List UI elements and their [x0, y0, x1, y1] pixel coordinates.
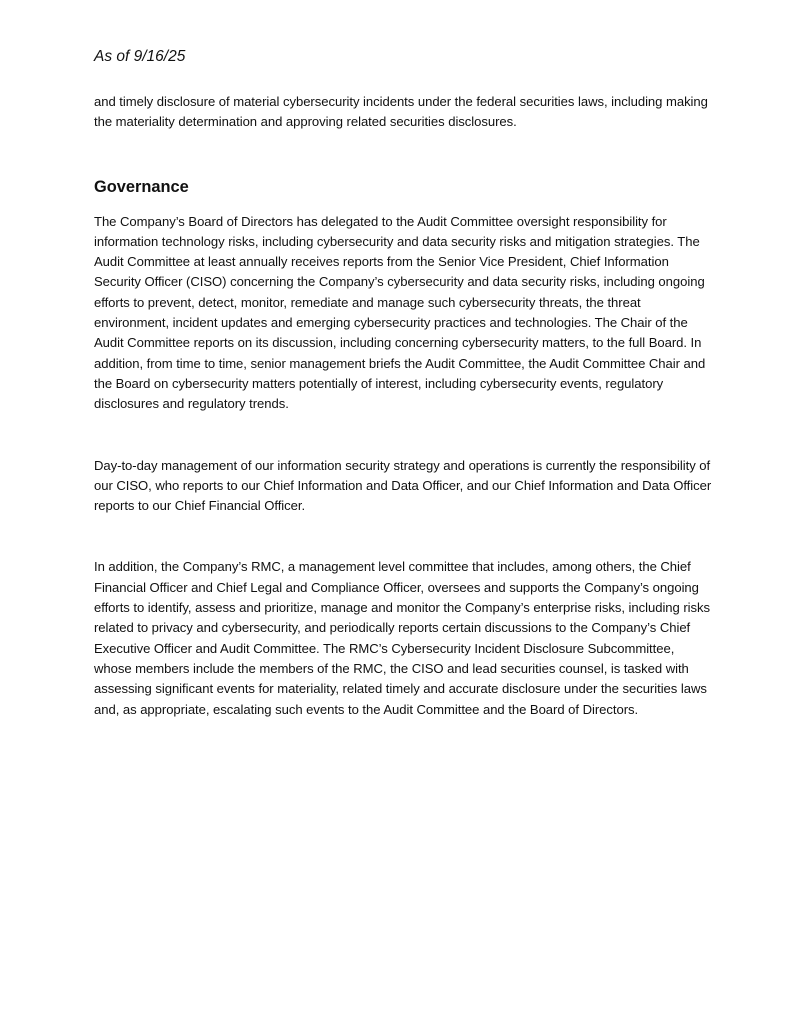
- governance-paragraph-rmc: In addition, the Company’s RMC, a management level committee that includes, among others, the Chief Financial Officer and Chief Legal and Compliance Officer, oversees and supports the Company’s ongoing efforts to identify, assess and prioritize, manage and monitor the Company’s enterprise risks, including risks related to privacy and cybersecurity, and periodically reports certain discussions to the Company’s Chief Executive Officer and Audit Committee. The RMC’s Cybersecurity Incident Disclosure Subcommittee, whose members include the members of the RMC, the CISO and lead securities counsel, is tasked with assessing significant events for materiality, related timely and accurate disclosure under the securities laws and, as appropriate, escalating such events to the Audit Committee and the Board of Directors.: [94, 559, 711, 717]
- document-date: As of 9/16/25: [94, 48, 186, 65]
- governance-paragraph-day-to-day: Day-to-day management of our information security strategy and operations is currently the responsibility of our CISO, who reports to our Chief Information and Data Officer, and our Chief Information and Data Officer reports to our Chief Financial Officer.: [94, 457, 712, 514]
- section-heading-governance: Governance: [94, 177, 189, 196]
- governance-paragraph-board-oversight: The Company’s Board of Directors has delegated to the Audit Committee oversight responsibility for information technology risks, including cybersecurity and data security risks and mitigation strategies. The Audit Committee at least annually receives reports from the Senior Vice President, Chief Information Security Officer (CISO) concerning the Company’s cybersecurity and data security risks, including ongoing efforts to prevent, detect, monitor, remediate and manage such cybersecurity threats, the threat environment, incident updates and emerging cybersecurity practices and technologies. The Chair of the Audit Committee reports on its discussion, including concerning cybersecurity matters, to the full Board. In addition, from time to time, senior management briefs the Audit Committee, the Audit Committee Chair and the Board on cybersecurity matters potentially of interest, including cybersecurity events, regulatory disclosures and regulatory trends.: [94, 213, 706, 412]
- document-body: [94, 92, 714, 720]
- continued-paragraph: and timely disclosure of material cybersecurity incidents under the federal securities laws, including making the materiality determination and approving related securities disclosures.: [94, 94, 708, 130]
